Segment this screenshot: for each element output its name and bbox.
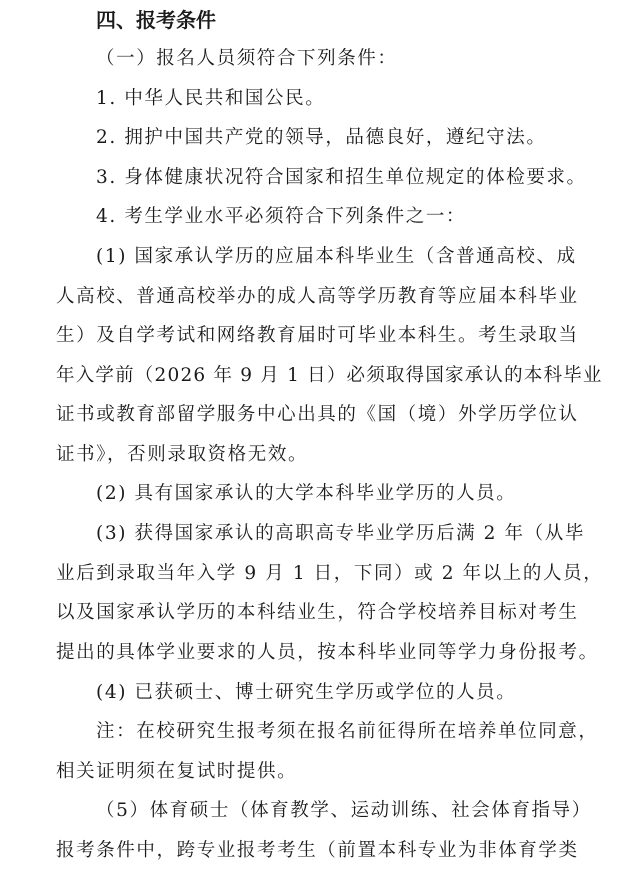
paragraph-line: 业后到录取当年入学 9 月 1 日，下同）或 2 年以上的人员，	[56, 563, 604, 584]
paragraph-line: 2. 拥护中国共产党的领导，品德良好，遵纪守法。	[96, 127, 547, 148]
section-heading: 四、报考条件	[96, 8, 216, 32]
paragraph-line: 年入学前（2026 年 9 月 1 日）必须取得国家承认的本科毕业	[56, 365, 603, 386]
paragraph-line: 4. 考生学业水平必须符合下列条件之一：	[96, 206, 467, 227]
paragraph-line: （5）体育硕士（体育教学、运动训练、社会体育指导）	[96, 800, 592, 821]
paragraph-line: 证书或教育部留学服务中心出具的《国（境）外学历学位认	[56, 404, 579, 425]
paragraph-line: 注：在校研究生报考须在报名前征得所在培养单位同意，	[96, 721, 599, 742]
paragraph-line: 以及国家承认学历的本科结业生，符合学校培养目标对考生	[56, 602, 579, 623]
paragraph-line: 生）及自学考试和网络教育届时可毕业本科生。考生录取当	[56, 325, 579, 346]
paragraph-line: (3) 获得国家承认的高职高专毕业学历后满 2 年（从毕	[96, 523, 585, 544]
paragraph-line: 提出的具体学业要求的人员，按本科毕业同等学力身份报考。	[56, 642, 599, 663]
paragraph-line: 报考条件中，跨专业报考考生（前置本科专业为非体育学类	[56, 840, 579, 861]
paragraph-line: 相关证明须在复试时提供。	[56, 761, 298, 782]
paragraph-line: 证书》，否则录取资格无效。	[56, 444, 309, 465]
paragraph-line: (2) 具有国家承认的大学本科毕业学历的人员。	[96, 483, 517, 504]
paragraph-line: （一）报名人员须符合下列条件：	[96, 48, 398, 69]
paragraph-line: 1. 中华人民共和国公民。	[96, 88, 326, 109]
paragraph-line: 3. 身体健康状况符合国家和招生单位规定的体检要求。	[96, 167, 587, 188]
paragraph-line: (4) 已获硕士、博士研究生学历或学位的人员。	[96, 682, 517, 703]
paragraph-line: 人高校、普通高校举办的成人高等学历教育等应届本科毕业	[56, 286, 579, 307]
paragraph-line: (1) 国家承认学历的应届本科毕业生（含普通高校、成	[96, 246, 577, 267]
